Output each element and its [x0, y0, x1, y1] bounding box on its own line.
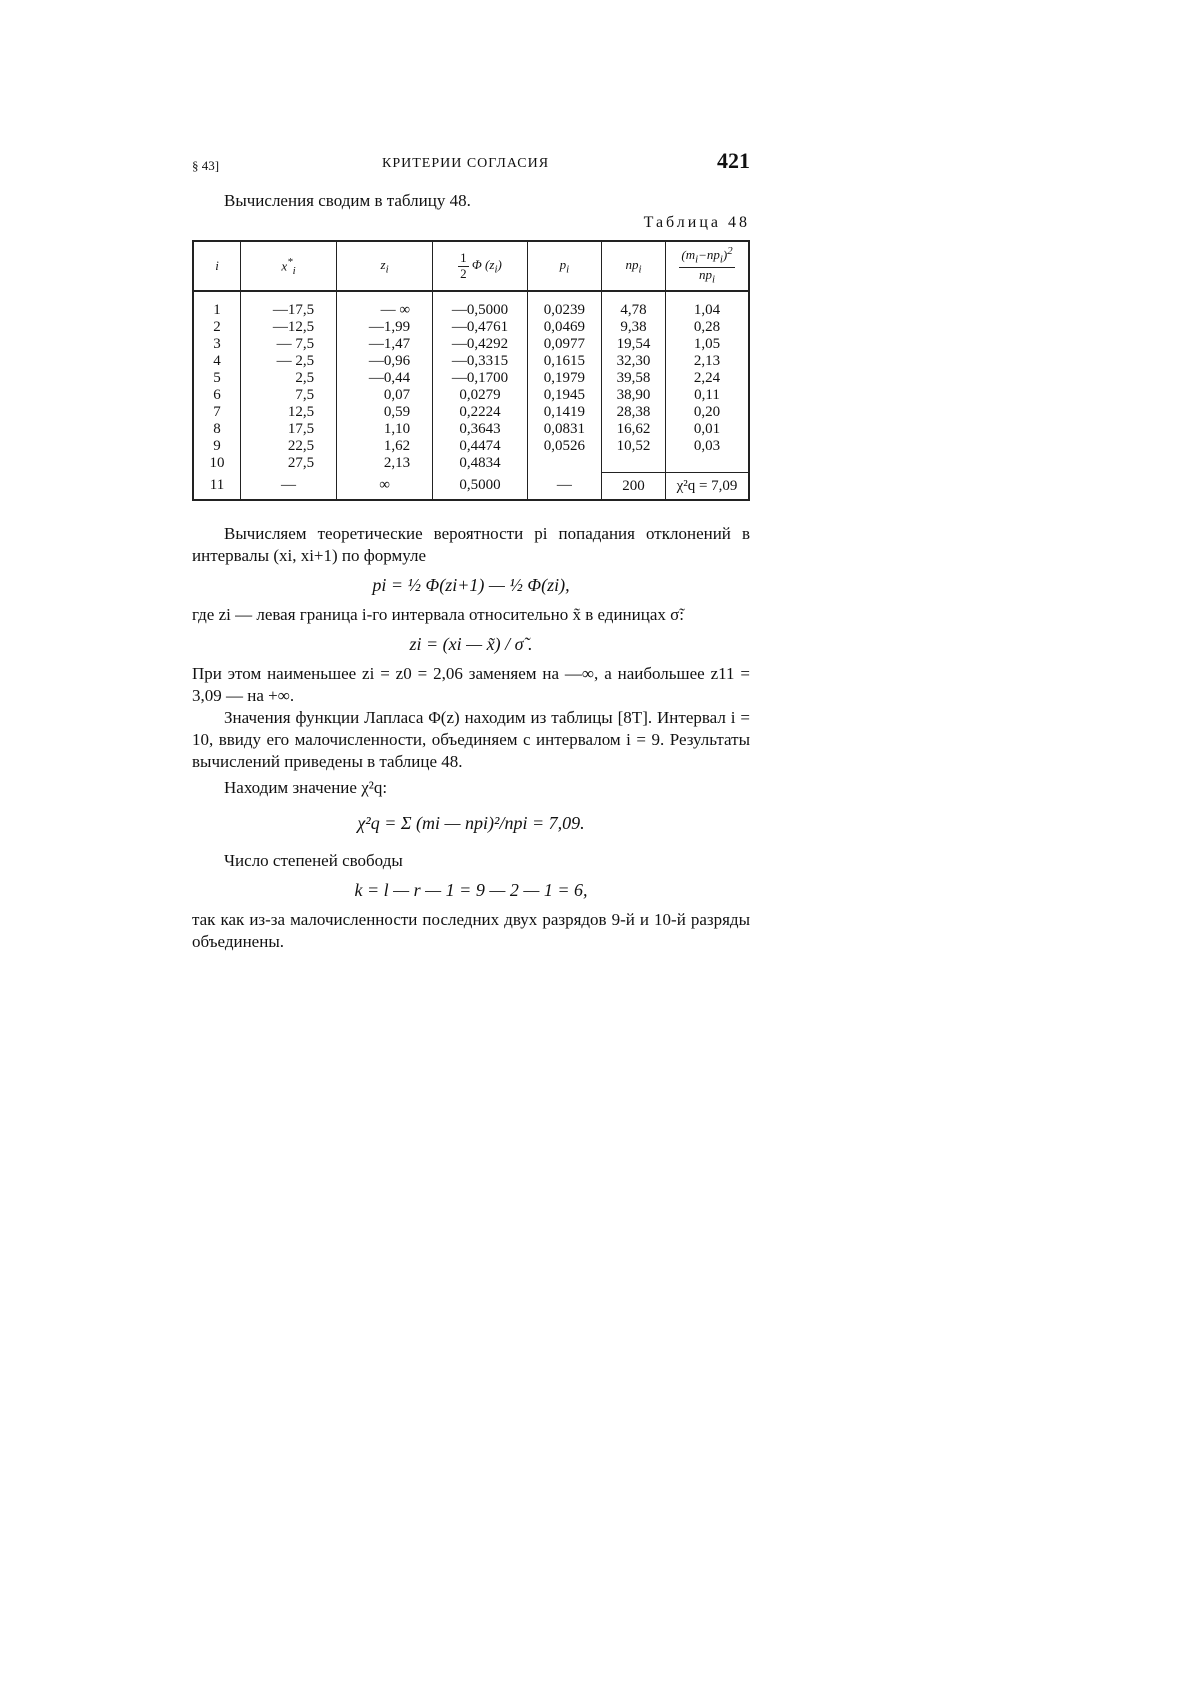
running-head: [192, 150, 750, 180]
table-cell: 10,52: [602, 438, 666, 455]
table-cell: 28,38: [602, 404, 666, 421]
paragraph-find-chi: Находим значение χ²q:: [224, 778, 388, 797]
col-header-p: $p_i$: [527, 241, 601, 291]
table-cell: 38,90: [602, 387, 666, 404]
table-row: [193, 387, 749, 404]
table-cell: 12,5: [241, 404, 337, 421]
col-header-z: $z_i$: [337, 241, 433, 291]
formula-k: k = l — r — 1 = 9 — 2 — 1 = 6,: [354, 880, 588, 900]
table-cell: 0,1945: [527, 387, 601, 404]
table-header-row: [193, 241, 749, 291]
table-row: [193, 291, 749, 319]
table-cell: 4: [193, 353, 241, 370]
table-cell: 0,0279: [433, 387, 528, 404]
table-cell: 0,07: [337, 387, 433, 404]
col-header-i: i: [193, 241, 241, 291]
table-cell: 0,0977: [527, 336, 601, 353]
table-cell: —1,99: [337, 319, 433, 336]
table-cell: 17,5: [241, 421, 337, 438]
table-cell: —: [527, 473, 601, 501]
table-row: [193, 336, 749, 353]
table-cell: 0,59: [337, 404, 433, 421]
chapter-title: КРИТЕРИИ СОГЛАСИЯ: [382, 156, 550, 171]
table-cell: [527, 455, 601, 473]
table-row: [193, 319, 749, 336]
table-cell: —0,44: [337, 370, 433, 387]
table-cell: — 2,5: [241, 353, 337, 370]
table-cell: —0,3315: [433, 353, 528, 370]
table-cell: ∞: [337, 473, 433, 501]
table-cell: —17,5: [241, 291, 337, 319]
table-cell: [666, 455, 750, 473]
table-cell: 0,5000: [433, 473, 528, 501]
paragraph-infinity: При этом наименьшее zi = z0 = 2,06 заменяем на —∞, а наибольшее z11 = 3,09 — на +∞.: [192, 664, 750, 705]
table-cell: 0,0469: [527, 319, 601, 336]
page-number: 421: [717, 148, 750, 173]
table-cell: 0,28: [666, 319, 750, 336]
table-row: [193, 455, 749, 473]
table-cell: 0,4474: [433, 438, 528, 455]
table-cell: 7: [193, 404, 241, 421]
table-cell: 0,11: [666, 387, 750, 404]
table-cell: 1,62: [337, 438, 433, 455]
table-cell: 0,1419: [527, 404, 601, 421]
table-cell: 2,13: [337, 455, 433, 473]
paragraph-degrees: Число степеней свободы: [224, 851, 403, 870]
table-cell: 200: [602, 473, 666, 501]
formula-zi: zi = (xi — x̃) / σ̃ .: [409, 634, 533, 654]
table-cell: 2: [193, 319, 241, 336]
table-cell: —: [241, 473, 337, 501]
table-cell: —12,5: [241, 319, 337, 336]
section-number: § 43]: [192, 158, 220, 173]
table-cell: 0,0831: [527, 421, 601, 438]
table-cell: —0,96: [337, 353, 433, 370]
table-row: [193, 353, 749, 370]
col-header-np: $np_i$: [602, 241, 666, 291]
table-cell: 9: [193, 438, 241, 455]
table-cell: 3: [193, 336, 241, 353]
table-cell: 0,1615: [527, 353, 601, 370]
formula-chi-square: χ²q = Σ (mi — npi)²/npi = 7,09.: [357, 813, 585, 833]
table-cell: —0,1700: [433, 370, 528, 387]
table-row: [193, 404, 749, 421]
table-cell: 5: [193, 370, 241, 387]
table-cell: 0,1979: [527, 370, 601, 387]
table-row: [193, 473, 749, 501]
table-cell: —1,47: [337, 336, 433, 353]
paragraph-reason: так как из-за малочисленности последних двух разрядов 9-й и 10-й разряды объединены.: [192, 910, 750, 951]
chi-square-total: χ²q = 7,09: [666, 473, 750, 501]
table-caption: Таблица 48: [643, 214, 750, 231]
table-cell: 0,0239: [527, 291, 601, 319]
table-cell: —0,4761: [433, 319, 528, 336]
table-cell: 0,3643: [433, 421, 528, 438]
table-cell: 7,5: [241, 387, 337, 404]
col-header-chi: $\frac{(m_i-np_i)^2}{np_i}$: [666, 241, 750, 291]
table-cell: 6: [193, 387, 241, 404]
paragraph-zi-definition: где zi — левая граница i-го интервала относительно x̃ в единицах σ̃:: [192, 605, 685, 624]
table-48: [192, 240, 750, 501]
table-cell: 27,5: [241, 455, 337, 473]
book-page: [192, 150, 750, 953]
paragraph-probabilities: Вычисляем теоретические вероятности pi попадания отклонений в интервалы (xi, xi+1) по формуле: [192, 524, 750, 565]
table-cell: —0,4292: [433, 336, 528, 353]
table-cell: 0,4834: [433, 455, 528, 473]
table-cell: 2,5: [241, 370, 337, 387]
table-row: [193, 370, 749, 387]
table-cell: [602, 455, 666, 473]
table-cell: 0,20: [666, 404, 750, 421]
table-cell: 39,58: [602, 370, 666, 387]
table-cell: 1,10: [337, 421, 433, 438]
table-cell: 8: [193, 421, 241, 438]
intro-text: Вычисления сводим в таблицу 48.: [224, 191, 471, 210]
table-cell: 0,01: [666, 421, 750, 438]
table-cell: — 7,5: [241, 336, 337, 353]
table-cell: 1: [193, 291, 241, 319]
table-cell: 4,78: [602, 291, 666, 319]
table-cell: 19,54: [602, 336, 666, 353]
col-header-phi: $\frac{1}{2}$ Φ $(z_i)$: [433, 241, 528, 291]
table-cell: 1,05: [666, 336, 750, 353]
table-cell: 11: [193, 473, 241, 501]
table-cell: 2,24: [666, 370, 750, 387]
table-row: [193, 421, 749, 438]
formula-pi: pi = ½ Φ(zi+1) — ½ Φ(zi),: [372, 575, 570, 595]
table-cell: 9,38: [602, 319, 666, 336]
table-cell: 0,03: [666, 438, 750, 455]
table-cell: 22,5: [241, 438, 337, 455]
table-cell: 0,0526: [527, 438, 601, 455]
paragraph-laplace: Значения функции Лапласа Φ(z) находим из таблицы [8Т]. Интервал i = 10, ввиду его малочисленности, объединяем с интервалом i = 9. Результаты вычислений приведены в таблице 48.: [192, 708, 750, 771]
col-header-x: $x^*_i$: [241, 241, 337, 291]
table-cell: — ∞: [337, 291, 433, 319]
table-cell: 10: [193, 455, 241, 473]
table-row: [193, 438, 749, 455]
table-cell: 32,30: [602, 353, 666, 370]
table-cell: 1,04: [666, 291, 750, 319]
table-cell: 0,2224: [433, 404, 528, 421]
table-cell: 16,62: [602, 421, 666, 438]
table-cell: 2,13: [666, 353, 750, 370]
table-cell: —0,5000: [433, 291, 528, 319]
